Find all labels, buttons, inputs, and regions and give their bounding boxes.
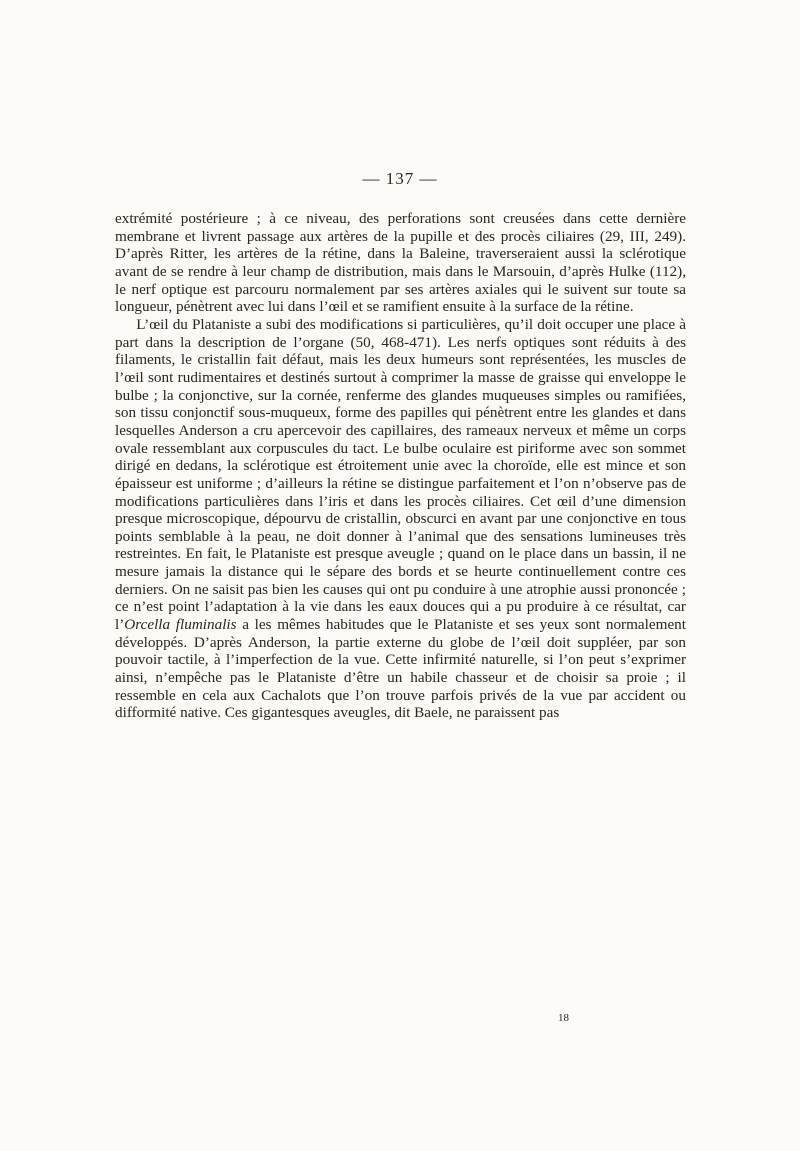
species-name-italic: Orcella fluminalis [124,616,237,634]
paragraph-2 [115,316,686,722]
paragraph-2-text-b: a les mêmes habitudes que le Plataniste et ses yeux sont normalement développés. D’après Anderson, la partie externe du globe de l’œil doit suppléer, par son pouvoir tactile, à l’imperfection de la vue. Cette infirmité naturelle, si l’on peut s’exprimer ainsi, n’empêche pas le Plataniste d’être un habile chasseur et de choisir sa proie ; il ressemble en cela aux Cachalots que l’on trouve parfois privés de la vue par accident ou difformité native. Ces gigantesques aveugles, dit Baele, ne paraissent pas [115,616,686,722]
paragraph-2-text-a: L’œil du Plataniste a subi des modifications si particulières, qu’il doit occuper une place à part dans la description de l’organe (50, 468-471). Les nerfs optiques sont réduits à des filaments, le cristallin fait défaut, mais les deux humeurs sont représentées, les muscles de l’œil sont rudimentaires et destinés surtout à comprimer la masse de graisse qui enveloppe le bulbe ; la conjonctive, sur la cornée, renferme des glandes muqueuses simples ou ramifiées, son tissu conjonctif sous-muqueux, forme des papilles qui pénètrent entre les glandes et dans lesquelles Anderson a cru apercevoir des capillaires, des rameaux nerveux et même un corps ovale ressemblant aux corpuscules du tact. Le bulbe oculaire est piriforme avec son sommet dirigé en dedans, la sclérotique est étroitement unie avec la choroïde, elle est mince et son épaisseur est uniforme ; d’ailleurs la rétine se distingue parfaitement et l’on n’observe pas de modifications particulières dans l’iris et dans les procès ciliaires. Cet œil d’une dimension presque microscopique, dépourvu de cristallin, obscurci en avant par une conjonctive en tous points semblable à la peau, ne doit donner à l’animal que des sensations lumineuses très restreintes. En fait, le Plataniste est presque aveugle ; quand on le place dans un bassin, il ne mesure jamais la distance qui le sépare des bords et se heurte continuellement contre ces derniers. On ne saisit pas bien les causes qui ont pu conduire à une atrophie aussi prononcée ; ce n’est point l’adaptation à la vie dans les eaux douces qui a pu produire à ce résultat, car l’ [115,315,686,634]
paragraph-1: extrémité postérieure ; à ce niveau, des perforations sont creusées dans cette dernière membrane et livrent passage aux artères de la pupille et des procès ciliaires (29, III, 249). D’après Ritter, les artères de la rétine, dans la Baleine, traverseraient aussi la sclérotique avant de se rendre à leur champ de distribution, mais dans le Marsouin, d’après Hulke (112), le nerf optique est parcouru normalement par ses artères axiales qui le suivent sur toute sa longueur, pénètrent avec lui dans l’œil et se ramifient ensuite à la surface de la rétine. [115,210,686,316]
printer-signature-mark: 18 [558,1012,569,1024]
body-text [115,210,686,722]
page-number-header: — 137 — [362,169,438,188]
